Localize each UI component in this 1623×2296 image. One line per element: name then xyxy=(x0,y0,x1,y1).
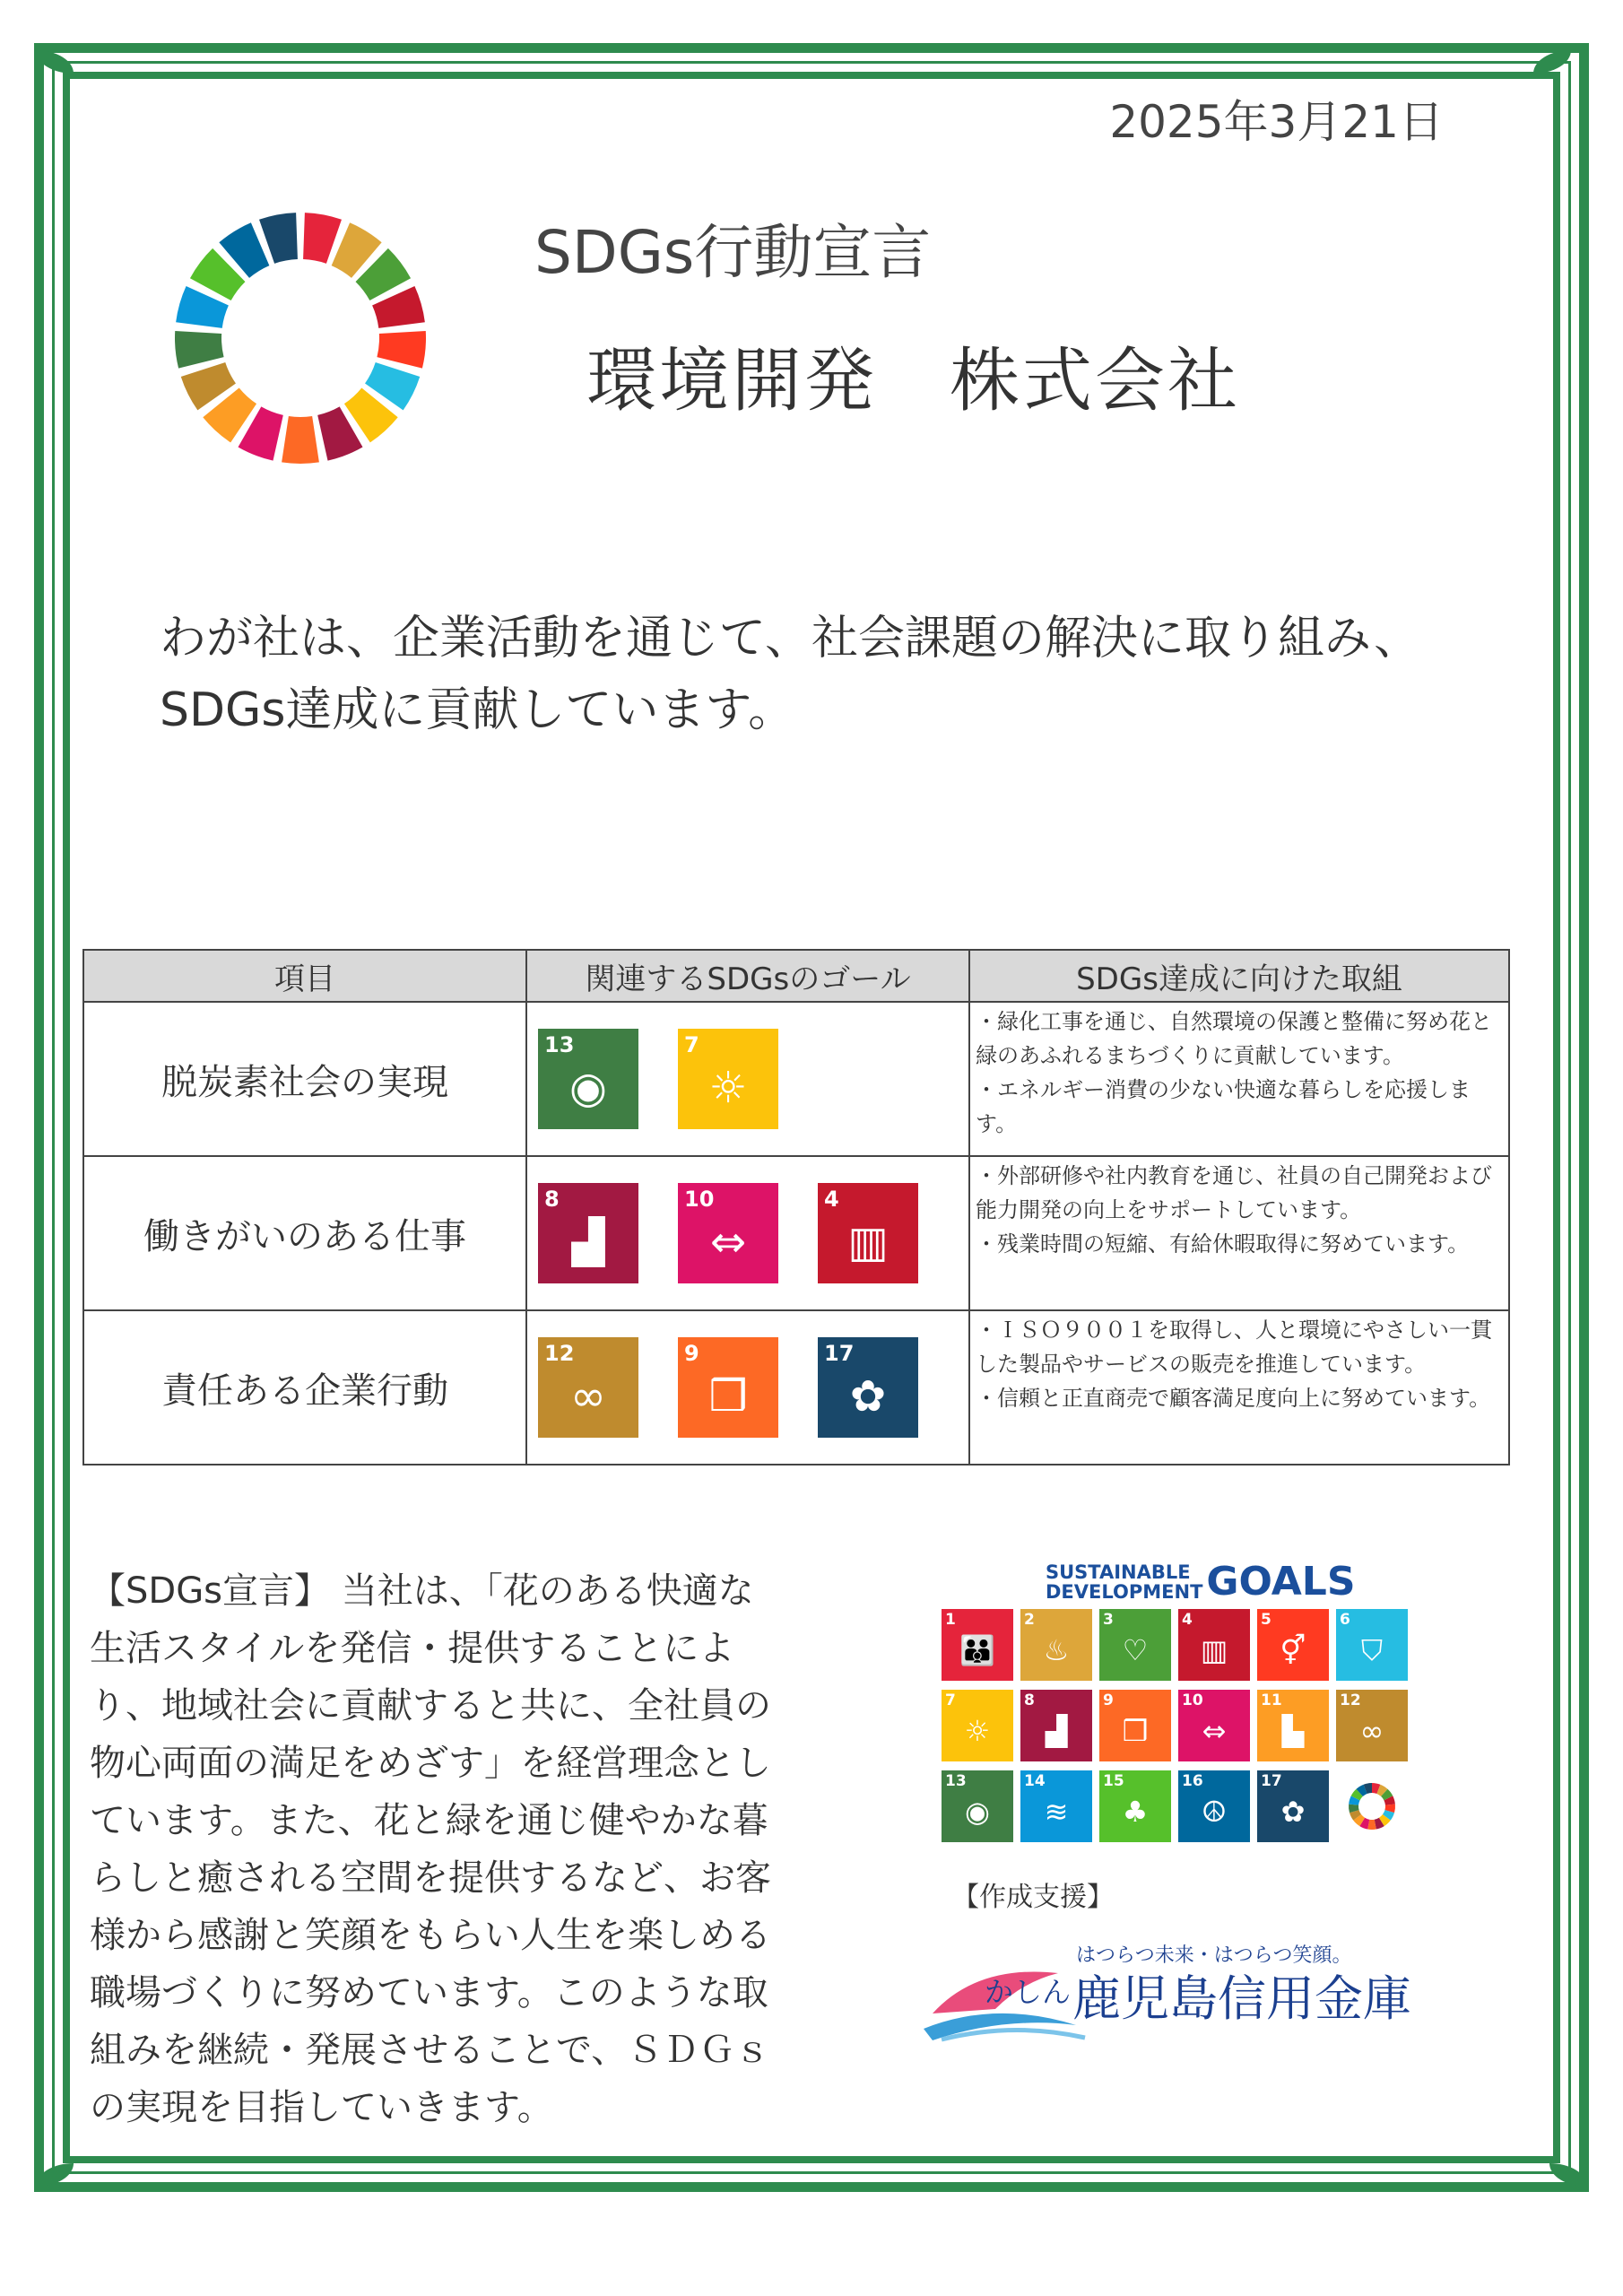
goal-number: 10 xyxy=(684,1187,715,1212)
sdg-goal-tile xyxy=(1336,1690,1408,1761)
header-goals: 関連するSDGsのゴール xyxy=(526,950,969,1002)
sdg-goal-tile xyxy=(1257,1609,1329,1681)
sdg-logo-line-2: DEVELOPMENT xyxy=(1046,1580,1203,1603)
goal-number: 8 xyxy=(1024,1692,1035,1709)
sdg-goal-tile xyxy=(1178,1690,1250,1761)
sdg-wheel-segment xyxy=(282,416,319,464)
goal-glyph: ✿ xyxy=(849,1371,887,1422)
eye-earth-icon xyxy=(538,1029,638,1129)
sdg-wheel-segment xyxy=(175,331,224,369)
sdg-logo-goals: GOALS xyxy=(1206,1559,1356,1605)
initiative-line: ・信頼と正直商売で顧客満足度向上に努めています。 xyxy=(976,1386,1491,1411)
declaration-date: 2025年3月21日 xyxy=(1109,96,1444,148)
goal-number: 14 xyxy=(1024,1772,1046,1790)
goal-number: 15 xyxy=(1103,1772,1124,1790)
sdg-wheel-segment xyxy=(377,331,426,369)
sdg-goal-tile xyxy=(1020,1609,1092,1681)
goal-glyph: ▙ xyxy=(1281,1714,1305,1748)
goal-glyph: ☼ xyxy=(708,1063,748,1113)
sdg-goal-tile xyxy=(1099,1770,1171,1842)
goal-glyph: ▟ xyxy=(571,1217,605,1267)
goal-number: 11 xyxy=(1261,1692,1282,1709)
goal-number: 9 xyxy=(1103,1692,1114,1709)
goal-number: 5 xyxy=(1261,1611,1271,1629)
goal-number: 7 xyxy=(684,1032,699,1057)
goal-glyph: ⚥ xyxy=(1280,1633,1306,1667)
sdg-wheel-icon xyxy=(170,208,430,468)
sdg-goals-grid xyxy=(942,1609,1462,1842)
lead-line-1: わが社は、企業活動を通じて、社会課題の解決に取り組み、 xyxy=(160,612,1421,665)
initiative-line: ・残業時間の短縮、有給休暇取得に努めています。 xyxy=(976,1231,1470,1257)
goal-glyph: ∞ xyxy=(1359,1714,1384,1748)
goal-glyph: ♨ xyxy=(1043,1633,1070,1667)
goal-glyph: ⇔ xyxy=(1202,1714,1227,1748)
goal-number: 1 xyxy=(945,1611,956,1629)
goal-number: 17 xyxy=(824,1341,855,1366)
goal-glyph: ▥ xyxy=(847,1217,889,1267)
sdg-goal-tile xyxy=(1099,1609,1171,1681)
goal-number: 3 xyxy=(1103,1611,1114,1629)
goal-glyph: 👪 xyxy=(959,1633,995,1667)
goal-number: 12 xyxy=(1340,1692,1361,1709)
initiative-line: ・緑化工事を通じ、自然環境の保護と整備に努め花と緑のあふれるまちづくりに貢献しています。 xyxy=(976,1009,1492,1068)
sdg-goal-tile xyxy=(942,1770,1013,1842)
goal-number: 13 xyxy=(945,1772,967,1790)
row-initiatives xyxy=(969,1002,1509,1156)
table-row xyxy=(83,1310,1509,1465)
sdg-logo-small-text xyxy=(1046,1562,1202,1602)
sun-icon xyxy=(678,1029,778,1129)
sdg-goal-tile xyxy=(1257,1690,1329,1761)
company-name: 環境開発 株式会社 xyxy=(586,341,1241,422)
sdgs-declaration-text: 【SDGs宣言】 当社は、「花のある快適な生活スタイルを発信・提供することにより、地域社会に貢献すると共に、全社員の物心両面の満足をめざす」を経営理念としています。また、花と緑を通じ健やかな暮らしと癒される空間を提供するなど、お客様から感謝と笑顔をもらい人生を楽しめる職場づくりに努めています。このような取組みを継続・発展させることで、ＳＤＧｓの実現を目指していきます。 xyxy=(90,1570,771,2128)
row-item-label: 脱炭素社会の実現 xyxy=(83,1002,526,1156)
sdg-goal-tile xyxy=(1020,1690,1092,1761)
goal-glyph: ≋ xyxy=(1044,1795,1069,1829)
partnership-flower-icon xyxy=(818,1337,918,1438)
equality-icon xyxy=(678,1183,778,1283)
row-initiatives xyxy=(969,1310,1509,1465)
initiative-line: ・外部研修や社内教育を通じ、社員の自己開発および能力開発の向上をサポートしています。 xyxy=(976,1163,1492,1222)
goal-glyph: ♡ xyxy=(1122,1633,1149,1667)
table-row xyxy=(83,1156,1509,1310)
goal-glyph: ◉ xyxy=(569,1063,607,1113)
header-initiatives: SDGs達成に向けた取組 xyxy=(969,950,1509,1002)
goal-glyph: ∞ xyxy=(570,1371,606,1422)
bank-tagline: はつらつ未来・はつらつ笑顔。 xyxy=(1076,1944,1352,1967)
sdg-goal-tile xyxy=(1257,1770,1329,1842)
bank-short-name: かしん xyxy=(985,1975,1072,2009)
goal-number: 12 xyxy=(544,1341,575,1366)
book-icon xyxy=(818,1183,918,1283)
goal-number: 17 xyxy=(1261,1772,1282,1790)
goal-number: 4 xyxy=(1182,1611,1193,1629)
goal-glyph: ♣ xyxy=(1122,1795,1149,1829)
row-goal-icons xyxy=(526,1002,969,1156)
lead-line-2: SDGs達成に貢献しています。 xyxy=(160,683,795,737)
goal-number: 10 xyxy=(1182,1692,1203,1709)
header-item: 項目 xyxy=(83,950,526,1002)
initiative-line: ・ＩＳＯ９００１を取得し、人と環境にやさしい一貫した製品やサービスの販売を推進しています。 xyxy=(976,1318,1492,1377)
goal-glyph: ❒ xyxy=(1122,1714,1149,1748)
goal-glyph: ◉ xyxy=(965,1795,990,1829)
goal-number: 7 xyxy=(945,1692,956,1709)
page-title: SDGs行動宣言 xyxy=(534,218,932,287)
goal-glyph: ▥ xyxy=(1200,1633,1228,1667)
row-goal-icons xyxy=(526,1310,969,1465)
sdg-goal-tile xyxy=(1099,1690,1171,1761)
row-item-label: 働きがいのある仕事 xyxy=(83,1156,526,1310)
goal-number: 16 xyxy=(1182,1772,1203,1790)
goal-number: 13 xyxy=(544,1032,575,1057)
growth-chart-icon xyxy=(538,1183,638,1283)
goal-number: 4 xyxy=(824,1187,839,1212)
sdg-mini-wheel-icon xyxy=(1336,1770,1408,1842)
row-initiatives xyxy=(969,1156,1509,1310)
goal-glyph: ⛉ xyxy=(1360,1633,1383,1667)
cubes-icon xyxy=(678,1337,778,1438)
support-label: 【作成支援】 xyxy=(952,1882,1114,1913)
sdg-goal-tile xyxy=(942,1690,1013,1761)
bank-name: 鹿児島信用金庫 xyxy=(1072,1970,1411,2027)
sdg-goal-tile xyxy=(1336,1609,1408,1681)
goal-glyph: ⇔ xyxy=(709,1217,747,1267)
infinity-icon xyxy=(538,1337,638,1438)
sdg-goal-tile xyxy=(942,1609,1013,1681)
row-item-label: 責任ある企業行動 xyxy=(83,1310,526,1465)
goal-number: 8 xyxy=(544,1187,560,1212)
sdg-goals-logo xyxy=(1046,1559,1356,1605)
sdg-goal-tile xyxy=(1020,1770,1092,1842)
sdg-logo-line-1: SUSTAINABLE xyxy=(1046,1561,1191,1583)
sdg-initiatives-table xyxy=(82,949,1510,1465)
goal-number: 6 xyxy=(1340,1611,1350,1629)
row-goal-icons xyxy=(526,1156,969,1310)
sdg-goal-tile xyxy=(1178,1609,1250,1681)
initiative-line: ・エネルギー消費の少ない快適な暮らしを応援します。 xyxy=(976,1077,1471,1136)
goal-glyph: ☼ xyxy=(964,1714,991,1748)
goal-glyph: ❒ xyxy=(708,1371,748,1422)
goal-number: 2 xyxy=(1024,1611,1035,1629)
goal-glyph: ▟ xyxy=(1045,1714,1068,1748)
table-row xyxy=(83,1002,1509,1156)
sdg-goal-tile xyxy=(1178,1770,1250,1842)
goal-number: 9 xyxy=(684,1341,699,1366)
goal-glyph: ☮ xyxy=(1201,1795,1228,1829)
lead-statement xyxy=(160,603,1451,746)
goal-glyph: ✿ xyxy=(1280,1795,1306,1829)
